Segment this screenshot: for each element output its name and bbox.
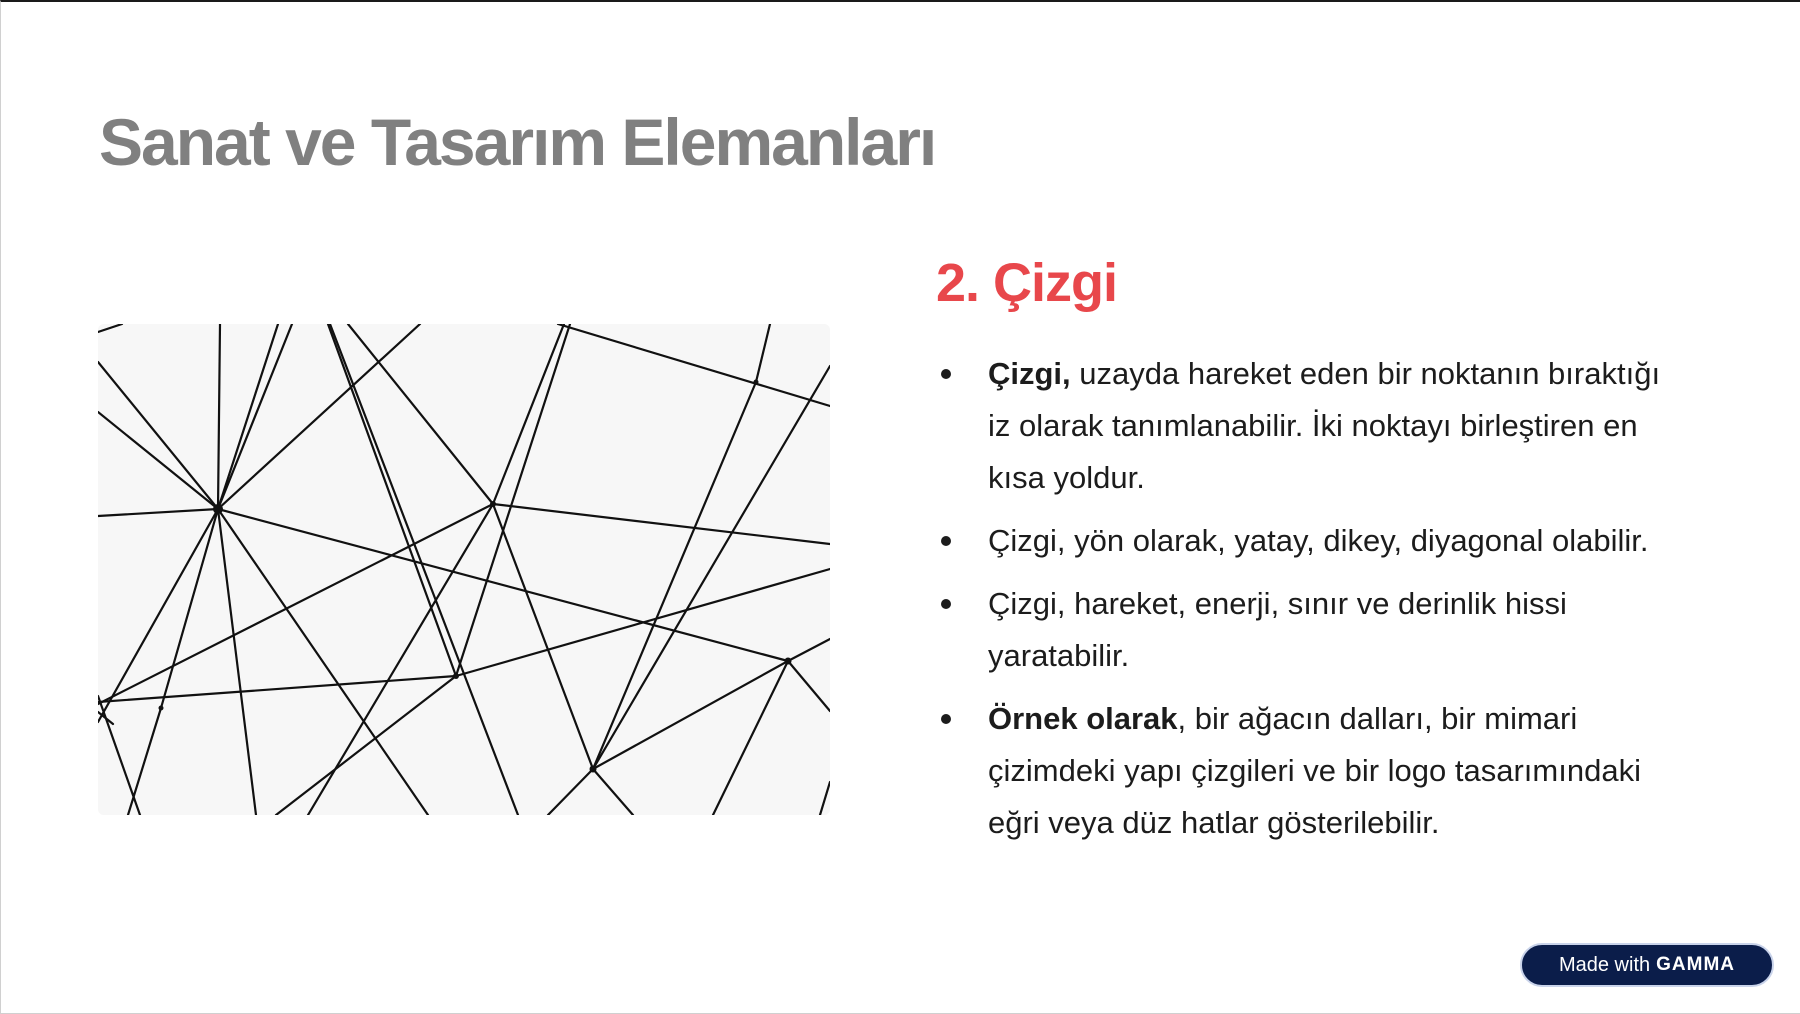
- bullet-dot-icon: [941, 369, 951, 379]
- list-item: [936, 348, 1688, 504]
- line-network-image: [98, 324, 830, 815]
- section-heading: 2. Çizgi: [936, 253, 1118, 313]
- bullet-dot-icon: [941, 536, 951, 546]
- list-item: [936, 693, 1688, 849]
- line-network-illustration: [98, 324, 830, 815]
- bullet-dot-icon: [941, 714, 951, 724]
- bullet-bold-text: Çizgi,: [988, 356, 1071, 391]
- made-with-gamma-badge[interactable]: [1520, 943, 1774, 987]
- bullet-bold-text: Örnek olarak: [988, 701, 1178, 736]
- bullet-text: Çizgi, hareket, enerji, sınır ve derinlik hissi yaratabilir.: [988, 586, 1567, 673]
- bullet-list: [936, 348, 1736, 849]
- content-section: [936, 252, 1736, 860]
- bullet-text: Çizgi, yön olarak, yatay, dikey, diyagonal olabilir.: [988, 523, 1649, 558]
- bullet-dot-icon: [941, 599, 951, 609]
- bullet-text: uzayda hareket eden bir noktanın bıraktığı iz olarak tanımlanabilir. İki noktayı birleştiren en kısa yoldur.: [988, 356, 1661, 495]
- gamma-logo-text: GAMMA: [1656, 954, 1736, 975]
- list-item: [936, 578, 1688, 682]
- page-title: Sanat ve Tasarım Elemanları: [99, 105, 936, 179]
- bullet-text: , bir ağacın dalları, bir mimari çizimdeki yapı çizgileri ve bir logo tasarımındaki eğri veya düz hatlar gösterilebilir.: [988, 701, 1641, 840]
- list-item: [936, 515, 1688, 567]
- badge-prefix: Made with: [1558, 953, 1651, 976]
